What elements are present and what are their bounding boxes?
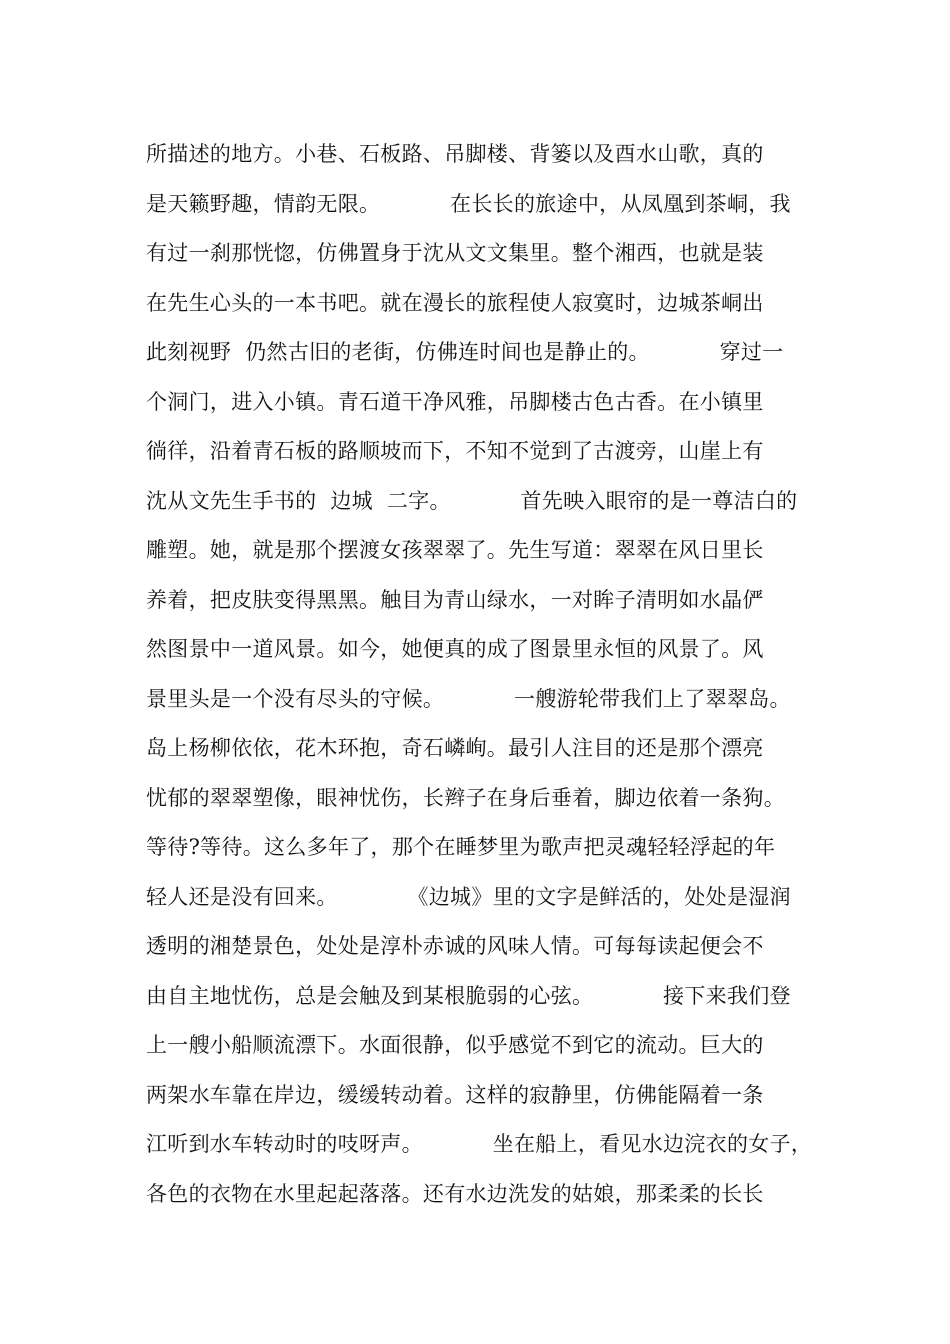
text-line: 江听到水车转动时的吱呀声。 坐在船上，看见水边浣衣的女子， (146, 1132, 813, 1156)
text-line: 岛上杨柳依依，花木环抱，奇石嶙峋。最引人注目的还是那个漂亮 (146, 736, 764, 760)
body-text (146, 130, 836, 1219)
text-line: 透明的湘楚景色，处处是淳朴赤诚的风味人情。可每每读起便会不 (146, 934, 764, 958)
text-line: 然图景中一道风景。如今，她便真的成了图景里永恒的风景了。风 (146, 637, 764, 661)
text-line: 景里头是一个没有尽头的守候。 一艘游轮带我们上了翠翠岛。 (146, 686, 791, 711)
text-line: 等待?等待。这么多年了，那个在睡梦里为歌声把灵魂轻轻浮起的年 (146, 835, 776, 859)
text-line: 徜徉，沿着青石板的路顺坡而下，不知不觉到了古渡旁，山崖上有 (146, 439, 764, 463)
text-line: 在先生心头的一本书吧。就在漫长的旅程使人寂寞时，边城茶峒出 (146, 290, 764, 315)
text-line: 养着，把皮肤变得黑黑。触目为青山绿水，一对眸子清明如水晶俨 (146, 587, 764, 612)
text-line: 由自主地忧伤，总是会触及到某根脆弱的心弦。 接下来我们登 (146, 983, 791, 1008)
text-line: 此刻视野 仍然古旧的老街，仿佛连时间也是静止的。 穿过一 (146, 340, 784, 364)
text-line: 各色的衣物在水里起起落落。还有水边洗发的姑娘，那柔柔的长长 (146, 1181, 764, 1206)
text-line: 雕塑。她，就是那个摆渡女孩翠翠了。先生写道：翠翠在风日里长 (146, 538, 764, 562)
text-line: 轻人还是没有回来。 《边城》里的文字是鲜活的，处处是湿润 (146, 884, 791, 909)
text-line: 所描述的地方。小巷、石板路、吊脚楼、背篓以及酉水山歌，真的 (146, 142, 764, 166)
text-line: 忧郁的翠翠塑像，眼神忧伤，长辫子在身后垂着，脚边依着一条狗。 (146, 785, 785, 810)
text-line: 两架水车靠在岸边，缓缓转动着。这样的寂静里，仿佛能隔着一条 (146, 1082, 764, 1107)
text-line: 上一艘小船顺流漂下。水面很静，似乎感觉不到它的流动。巨大的 (146, 1033, 764, 1057)
text-line: 是天籁野趣，情韵无限。 在长长的旅途中，从凤凰到茶峒，我 (146, 191, 791, 216)
text-line: 沈从文先生手书的 边城 二字。 首先映入眼帘的是一尊洁白的 (146, 488, 798, 513)
text-line: 个洞门，进入小镇。青石道干净风雅，吊脚楼古色古香。在小镇里 (146, 389, 764, 414)
text-line: 有过一刹那恍惚，仿佛置身于沈从文文集里。整个湘西，也就是装 (146, 241, 764, 265)
